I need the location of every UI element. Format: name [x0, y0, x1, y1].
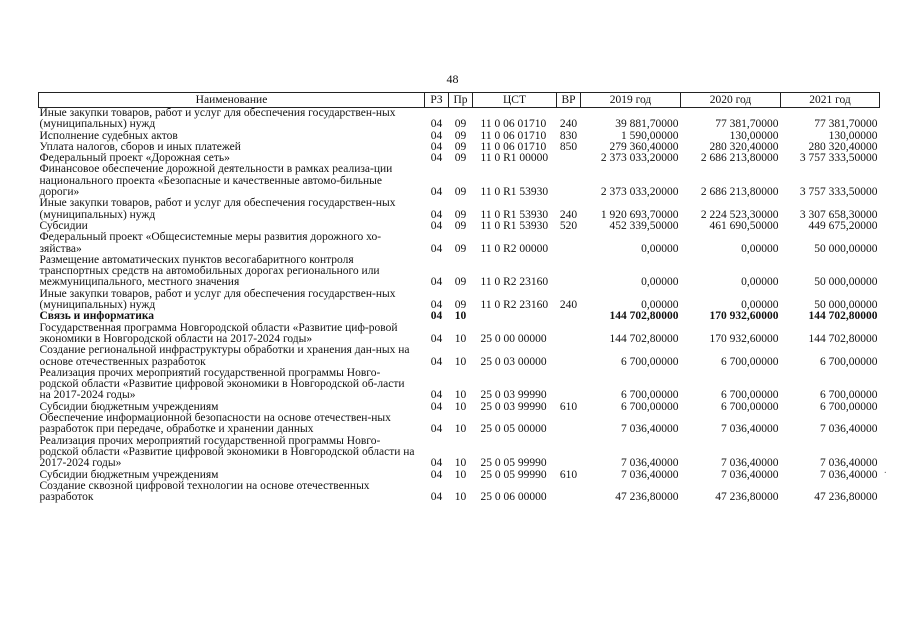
cell-rz: 04 — [430, 152, 443, 165]
cell-2021: 50 000,00000 — [814, 299, 878, 312]
cell-rz: 04 — [430, 129, 443, 142]
cell-rz: 04 — [430, 332, 443, 345]
table-row — [39, 164, 880, 198]
table-row — [39, 413, 880, 436]
cell-pr: 10 — [454, 389, 467, 402]
cell-name: Субсидии — [39, 219, 88, 232]
cell-2021: 6 700,00000 — [820, 355, 878, 368]
header-2020: 2020 год — [681, 93, 781, 108]
cell-cst: 25 0 03 00000 — [480, 355, 547, 368]
cell-name: Связь и информатика — [39, 310, 155, 323]
cell-pr: 10 — [454, 491, 467, 504]
cell-cst: 25 0 03 99990 — [480, 389, 547, 402]
cell-2020: 6 700,00000 — [721, 400, 779, 413]
cell-2019: 1 590,00000 — [621, 129, 679, 142]
cell-name: Реализация прочих мероприятий государственной программы Новго-родской области «Развитие цифровой экономики в Новгородской об-ласти на 2017-2024 годы» — [39, 366, 405, 402]
cell-2021: 50 000,00000 — [814, 276, 878, 289]
cell-2021: 47 236,80000 — [814, 491, 878, 504]
cell-2021: 7 036,40000 — [820, 468, 878, 481]
cell-pr: 10 — [454, 468, 467, 481]
table-row — [39, 481, 880, 504]
page-number: 48 — [446, 72, 459, 86]
cell-2020: 77 381,70000 — [715, 118, 779, 131]
cell-2020: 461 690,50000 — [709, 219, 779, 232]
cell-rz: 04 — [430, 118, 443, 131]
table-row — [39, 108, 880, 131]
cell-vr: 240 — [559, 299, 578, 312]
cell-2020: 170 932,60000 — [709, 332, 779, 345]
table-body — [39, 108, 880, 504]
cell-2021: 3 757 333,50000 — [799, 186, 878, 199]
cell-rz: 04 — [430, 491, 443, 504]
cell-rz: 04 — [430, 186, 443, 199]
cell-name: Федеральный проект «Общесистемные меры развития дорожного хо-зяйства» — [39, 231, 382, 255]
header-2019: 2019 год — [581, 93, 681, 108]
cell-2021: 3 757 333,50000 — [799, 152, 878, 165]
cell-vr — [557, 164, 581, 198]
cell-pr: 09 — [454, 219, 467, 232]
table-row — [39, 368, 880, 402]
cell-rz: 04 — [430, 423, 443, 436]
cell-2021: 144 702,80000 — [808, 310, 878, 323]
header-2021: 2021 год — [781, 93, 880, 108]
cell-2020: 2 686 213,80000 — [700, 186, 779, 199]
cell-cst: 11 0 R1 53930 — [480, 219, 549, 232]
cell-vr — [557, 345, 581, 368]
cell-vr: 610 — [559, 468, 578, 481]
cell-pr: 09 — [454, 152, 467, 165]
cell-vr — [557, 232, 581, 255]
table-row — [39, 289, 880, 312]
cell-name: Финансовое обеспечение дорожной деятельности в рамках реализа-ции национального проекта «Безопасные и качественные автомо-бильные дороги» — [39, 163, 393, 199]
cell-2021: 77 381,70000 — [814, 118, 878, 131]
cell-cst: 25 0 05 99990 — [480, 468, 547, 481]
cell-rz: 04 — [430, 310, 443, 323]
cell-vr: 610 — [559, 400, 578, 413]
table-row — [39, 255, 880, 289]
cell-pr: 09 — [454, 208, 467, 221]
cell-name: Создание региональной инфраструктуры обработки и хранения дан-ных на основе отечественных разработок — [39, 344, 410, 368]
cell-cst: 11 0 R1 53930 — [480, 208, 549, 221]
cell-pr: 09 — [454, 299, 467, 312]
cell-rz: 04 — [430, 457, 443, 470]
cell-2020: 0,00000 — [741, 276, 779, 289]
cell-vr: 240 — [559, 208, 578, 221]
cell-vr: 520 — [559, 219, 578, 232]
cell-pr: 09 — [454, 242, 467, 255]
cell-2019: 144 702,80000 — [609, 332, 679, 345]
cell-vr — [557, 436, 581, 470]
cell-rz: 04 — [430, 468, 443, 481]
cell-2019: 7 036,40000 — [621, 423, 679, 436]
cell-cst: 25 0 00 00000 — [480, 332, 547, 345]
cell-pr: 10 — [454, 457, 467, 470]
cell-2020: 280 320,40000 — [709, 140, 779, 153]
cell-vr — [557, 311, 581, 322]
table-row — [39, 345, 880, 368]
cell-cst — [473, 311, 557, 322]
cell-2021: 280 320,40000 — [808, 140, 878, 153]
cell-rz: 04 — [430, 208, 443, 221]
cell-pr: 09 — [454, 186, 467, 199]
cell-2019: 6 700,00000 — [621, 389, 679, 402]
cell-vr: 830 — [559, 129, 578, 142]
cell-rz: 04 — [430, 140, 443, 153]
cell-pr: 10 — [454, 423, 467, 436]
cell-2021: 7 036,40000 — [820, 457, 878, 470]
cell-cst: 11 0 R2 00000 — [480, 242, 549, 255]
cell-vr — [557, 413, 581, 436]
cell-rz: 04 — [430, 276, 443, 289]
cell-2019: 6 700,00000 — [621, 355, 679, 368]
cell-2021: 50 000,00000 — [814, 242, 878, 255]
cell-cst: 11 0 R2 23160 — [480, 276, 549, 289]
cell-name: Уплата налогов, сборов и иных платежей — [39, 140, 241, 153]
cell-2020: 130,00000 — [729, 129, 779, 142]
cell-vr — [557, 481, 581, 504]
cell-name: Исполнение судебных актов — [39, 129, 178, 142]
cell-2020: 0,00000 — [741, 242, 779, 255]
cell-2020: 7 036,40000 — [721, 423, 779, 436]
cell-name: Обеспечение информационной безопасности на основе отечествен-ных разработок при передаче, обработке и хранении данных — [39, 412, 391, 436]
cell-cst: 11 0 R1 00000 — [480, 152, 549, 165]
cell-2019: 0,00000 — [641, 276, 679, 289]
cell-2019: 47 236,80000 — [615, 491, 679, 504]
cell-name: Размещение автоматических пунктов весогабаритного контроля транспортных средств на автомобильных дорогах регионального или межмуниципального, местного значения — [39, 253, 380, 289]
cell-name: Реализация прочих мероприятий государственной программы Новго-родской области «Развитие цифровой экономики в Новгородской области на 2017-2024 годы» — [39, 434, 415, 470]
table-row — [39, 232, 880, 255]
cell-2020: 2 686 213,80000 — [700, 152, 779, 165]
cell-2019: 452 339,50000 — [609, 219, 679, 232]
cell-vr — [557, 255, 581, 289]
table-header-row — [39, 93, 880, 108]
cell-2020: 7 036,40000 — [721, 457, 779, 470]
cell-cst: 11 0 06 01710 — [480, 118, 547, 131]
header-pr: Пр — [449, 93, 473, 108]
cell-2020: 47 236,80000 — [715, 491, 779, 504]
cell-2021: 3 307 658,30000 — [799, 208, 878, 221]
cell-cst: 11 0 06 01710 — [480, 140, 547, 153]
cell-2020: 0,00000 — [741, 299, 779, 312]
cell-2019: 0,00000 — [641, 242, 679, 255]
cell-pr: 10 — [454, 332, 467, 345]
cell-vr: 850 — [559, 140, 578, 153]
table-row — [39, 323, 880, 346]
cell-2019: 2 373 033,20000 — [600, 152, 679, 165]
cell-vr — [557, 153, 581, 164]
cell-pr: 09 — [454, 140, 467, 153]
cell-name: Федеральный проект «Дорожная сеть» — [39, 152, 230, 165]
cell-name: Субсидии бюджетным учреждениям — [39, 468, 219, 481]
cell-rz: 04 — [430, 242, 443, 255]
cell-pr: 10 — [454, 355, 467, 368]
cell-cst: 25 0 03 99990 — [480, 400, 547, 413]
budget-table — [38, 92, 880, 503]
cell-2019: 7 036,40000 — [621, 468, 679, 481]
header-vr: ВР — [557, 93, 581, 108]
cell-2021: 144 702,80000 — [808, 332, 878, 345]
cell-2020: 6 700,00000 — [721, 389, 779, 402]
cell-rz: 04 — [430, 400, 443, 413]
table-row — [39, 198, 880, 221]
cell-vr — [557, 323, 581, 346]
cell-2019: 1 920 693,70000 — [600, 208, 679, 221]
cell-vr: 240 — [559, 118, 578, 131]
cell-rz: 04 — [430, 389, 443, 402]
cell-2019: 0,00000 — [641, 299, 679, 312]
cell-2019: 2 373 033,20000 — [600, 186, 679, 199]
cell-pr: 09 — [454, 276, 467, 289]
cell-vr — [557, 368, 581, 402]
header-name: Наименование — [39, 93, 425, 108]
cell-2019: 6 700,00000 — [621, 400, 679, 413]
cell-rz: 04 — [430, 219, 443, 232]
cell-2021: 7 036,40000 — [820, 423, 878, 436]
table-row — [39, 436, 880, 470]
header-cst: ЦСТ — [473, 93, 557, 108]
cell-2019: 7 036,40000 — [621, 457, 679, 470]
cell-cst: 25 0 05 00000 — [480, 423, 547, 436]
cell-name: Создание сквозной цифровой технологии на основе отечественных разработок — [39, 479, 370, 504]
cell-2021: 449 675,20000 — [808, 219, 878, 232]
cell-2020: 170 932,60000 — [709, 310, 779, 323]
cell-rz: 04 — [430, 355, 443, 368]
cell-2019: 39 881,70000 — [615, 118, 679, 131]
cell-2021: 6 700,00000 — [820, 400, 878, 413]
cell-name: Государственная программа Новгородской области «Развитие циф-ровой экономики в Новгородской области на 2017-2024 годы» — [39, 321, 398, 345]
margin-mark: · — [883, 468, 887, 479]
cell-cst: 25 0 06 00000 — [480, 491, 547, 504]
cell-2020: 6 700,00000 — [721, 355, 779, 368]
cell-pr: 10 — [454, 310, 467, 323]
cell-2020: 7 036,40000 — [721, 468, 779, 481]
header-rz: РЗ — [425, 93, 449, 108]
cell-2019: 279 360,40000 — [609, 140, 679, 153]
cell-cst: 25 0 05 99990 — [480, 457, 547, 470]
cell-pr: 09 — [454, 118, 467, 131]
cell-cst: 11 0 R2 23160 — [480, 299, 549, 312]
cell-name: Иные закупки товаров, работ и услуг для обеспечения государствен-ных (муниципальных) нужд — [39, 107, 396, 131]
cell-name: Иные закупки товаров, работ и услуг для обеспечения государствен-ных (муниципальных) нужд — [39, 287, 396, 312]
cell-2021: 6 700,00000 — [820, 389, 878, 402]
cell-2021: 130,00000 — [828, 129, 878, 142]
cell-name: Иные закупки товаров, работ и услуг для обеспечения государствен-ных (муниципальных) нужд — [39, 197, 396, 221]
cell-pr: 09 — [454, 129, 467, 142]
cell-rz: 04 — [430, 299, 443, 312]
cell-2019: 144 702,80000 — [609, 310, 679, 323]
table-row — [39, 311, 880, 322]
cell-cst: 11 0 R1 53930 — [480, 186, 549, 199]
cell-cst: 11 0 06 01710 — [480, 129, 547, 142]
cell-name: Субсидии бюджетным учреждениям — [39, 400, 219, 413]
cell-2020: 2 224 523,30000 — [700, 208, 779, 221]
cell-pr: 10 — [454, 400, 467, 413]
